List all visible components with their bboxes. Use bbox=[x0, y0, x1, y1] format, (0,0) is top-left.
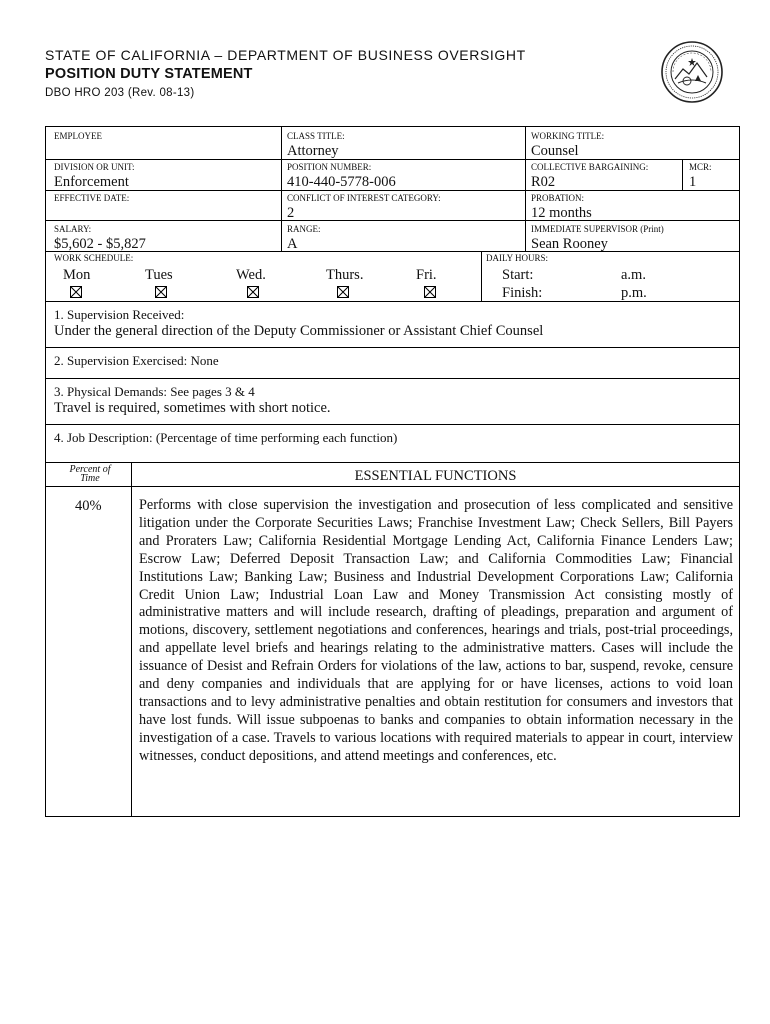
function-percent: 40% bbox=[75, 498, 102, 514]
conflict-category-label: CONFLICT OF INTEREST CATEGORY: bbox=[287, 193, 441, 203]
division-value: Enforcement bbox=[54, 174, 129, 190]
percent-header-line2: Time bbox=[80, 473, 100, 484]
division-label: DIVISION OR UNIT: bbox=[54, 162, 135, 172]
working-title-value: Counsel bbox=[531, 143, 579, 159]
collective-bargaining-label: COLLECTIVE BARGAINING: bbox=[531, 162, 649, 172]
finish-pm: p.m. bbox=[621, 285, 647, 301]
effective-date-label: EFFECTIVE DATE: bbox=[54, 193, 130, 203]
checkbox-tues[interactable] bbox=[155, 286, 167, 298]
conflict-category-value: 2 bbox=[287, 205, 295, 221]
salary-value: $5,602 - $5,827 bbox=[54, 236, 146, 252]
section-2-text: 2. Supervision Exercised: None bbox=[54, 353, 219, 368]
section-3-text: Travel is required, sometimes with short notice. bbox=[54, 400, 331, 416]
work-schedule-label: WORK SCHEDULE: bbox=[54, 253, 134, 263]
form-title: POSITION DUTY STATEMENT bbox=[45, 66, 253, 82]
collective-bargaining-value: R02 bbox=[531, 174, 556, 190]
day-label-thurs: Thurs. bbox=[326, 267, 364, 283]
start-am: a.m. bbox=[621, 267, 646, 283]
day-label-mon: Mon bbox=[63, 267, 91, 283]
range-value: A bbox=[287, 236, 298, 252]
position-number-label: POSITION NUMBER: bbox=[287, 162, 372, 172]
mcr-value: 1 bbox=[689, 174, 697, 190]
checkbox-fri[interactable] bbox=[424, 286, 436, 298]
salary-label: SALARY: bbox=[54, 224, 92, 234]
percent-header-line1: Percent of bbox=[69, 464, 111, 475]
function-description: Performs with close supervision the investigation and prosecution of less complicated and sensitive litigation under the Corporate Securities Laws; Franchise Investment Law; Check Sellers, Bill Payers and Proraters Law; California Residential Mortgage Lending Act, California Finance Lenders Law; Escrow Law; Deferred Deposit Transaction Law; and California Commodities Law; Financial Institutions Law; Banking Law; Business and Industrial Development Corporations Law; California Credit Union Law; Industrial Loan Law and Money Transmission Act consisting mostly of administrative matters and will include research, drafting of pleadings, preparation and argument of motions, discovery, settlement negotiations and conferences, hearings and trials, post-trial proceedings, and appellate level briefs and hearings relating to the administrative matters. Cases will include the issuance of Desist and Refrain Orders for violations of the law, actions to bar, suspend, revoke, censure and deny companies and individuals that are applying for or have licenses, actions to void loan transactions and to levy administrative penalties and obtain restitution for consumers and investors that have lost funds. Will issue subpoenas to banks and companies to obtain information necessary in the investigation of a case. Travels to various locations with required materials to appear in court, interview witnesses, conduct depositions, and attend meetings and conferences, etc. bbox=[139, 497, 733, 764]
finish-label: Finish: bbox=[502, 285, 543, 301]
working-title-label: WORKING TITLE: bbox=[531, 131, 605, 141]
day-label-tues: Tues bbox=[145, 267, 173, 283]
probation-label: PROBATION: bbox=[531, 193, 585, 203]
form-id: DBO HRO 203 (Rev. 08-13) bbox=[45, 87, 195, 99]
agency-heading: STATE OF CALIFORNIA – DEPARTMENT OF BUSINESS OVERSIGHT bbox=[45, 47, 526, 63]
essential-functions-header: ESSENTIAL FUNCTIONS bbox=[354, 468, 517, 484]
section-3-title: 3. Physical Demands: See pages 3 & 4 bbox=[54, 384, 255, 399]
range-label: RANGE: bbox=[287, 224, 321, 234]
position-number-value: 410-440-5778-006 bbox=[287, 174, 396, 190]
supervisor-value: Sean Rooney bbox=[531, 236, 608, 252]
state-seal-icon bbox=[661, 41, 723, 103]
probation-value: 12 months bbox=[531, 205, 592, 221]
section-1-text: Under the general direction of the Deputy Commissioner or Assistant Chief Counsel bbox=[54, 323, 544, 339]
checkbox-wed[interactable] bbox=[247, 286, 259, 298]
daily-hours-label: DAILY HOURS: bbox=[486, 253, 549, 263]
day-label-wed: Wed. bbox=[236, 267, 266, 283]
section-1-title: 1. Supervision Received: bbox=[54, 307, 185, 322]
form-frame bbox=[45, 126, 740, 817]
employee-label: EMPLOYEE bbox=[54, 131, 102, 141]
checkbox-thurs[interactable] bbox=[337, 286, 349, 298]
start-label: Start: bbox=[502, 267, 534, 283]
checkbox-mon[interactable] bbox=[70, 286, 82, 298]
class-title-value: Attorney bbox=[287, 143, 339, 159]
mcr-label: MCR: bbox=[689, 162, 712, 172]
section-4-text: 4. Job Description: (Percentage of time performing each function) bbox=[54, 430, 398, 445]
class-title-label: CLASS TITLE: bbox=[287, 131, 345, 141]
supervisor-label: IMMEDIATE SUPERVISOR (Print) bbox=[531, 224, 664, 234]
day-label-fri: Fri. bbox=[416, 267, 437, 283]
